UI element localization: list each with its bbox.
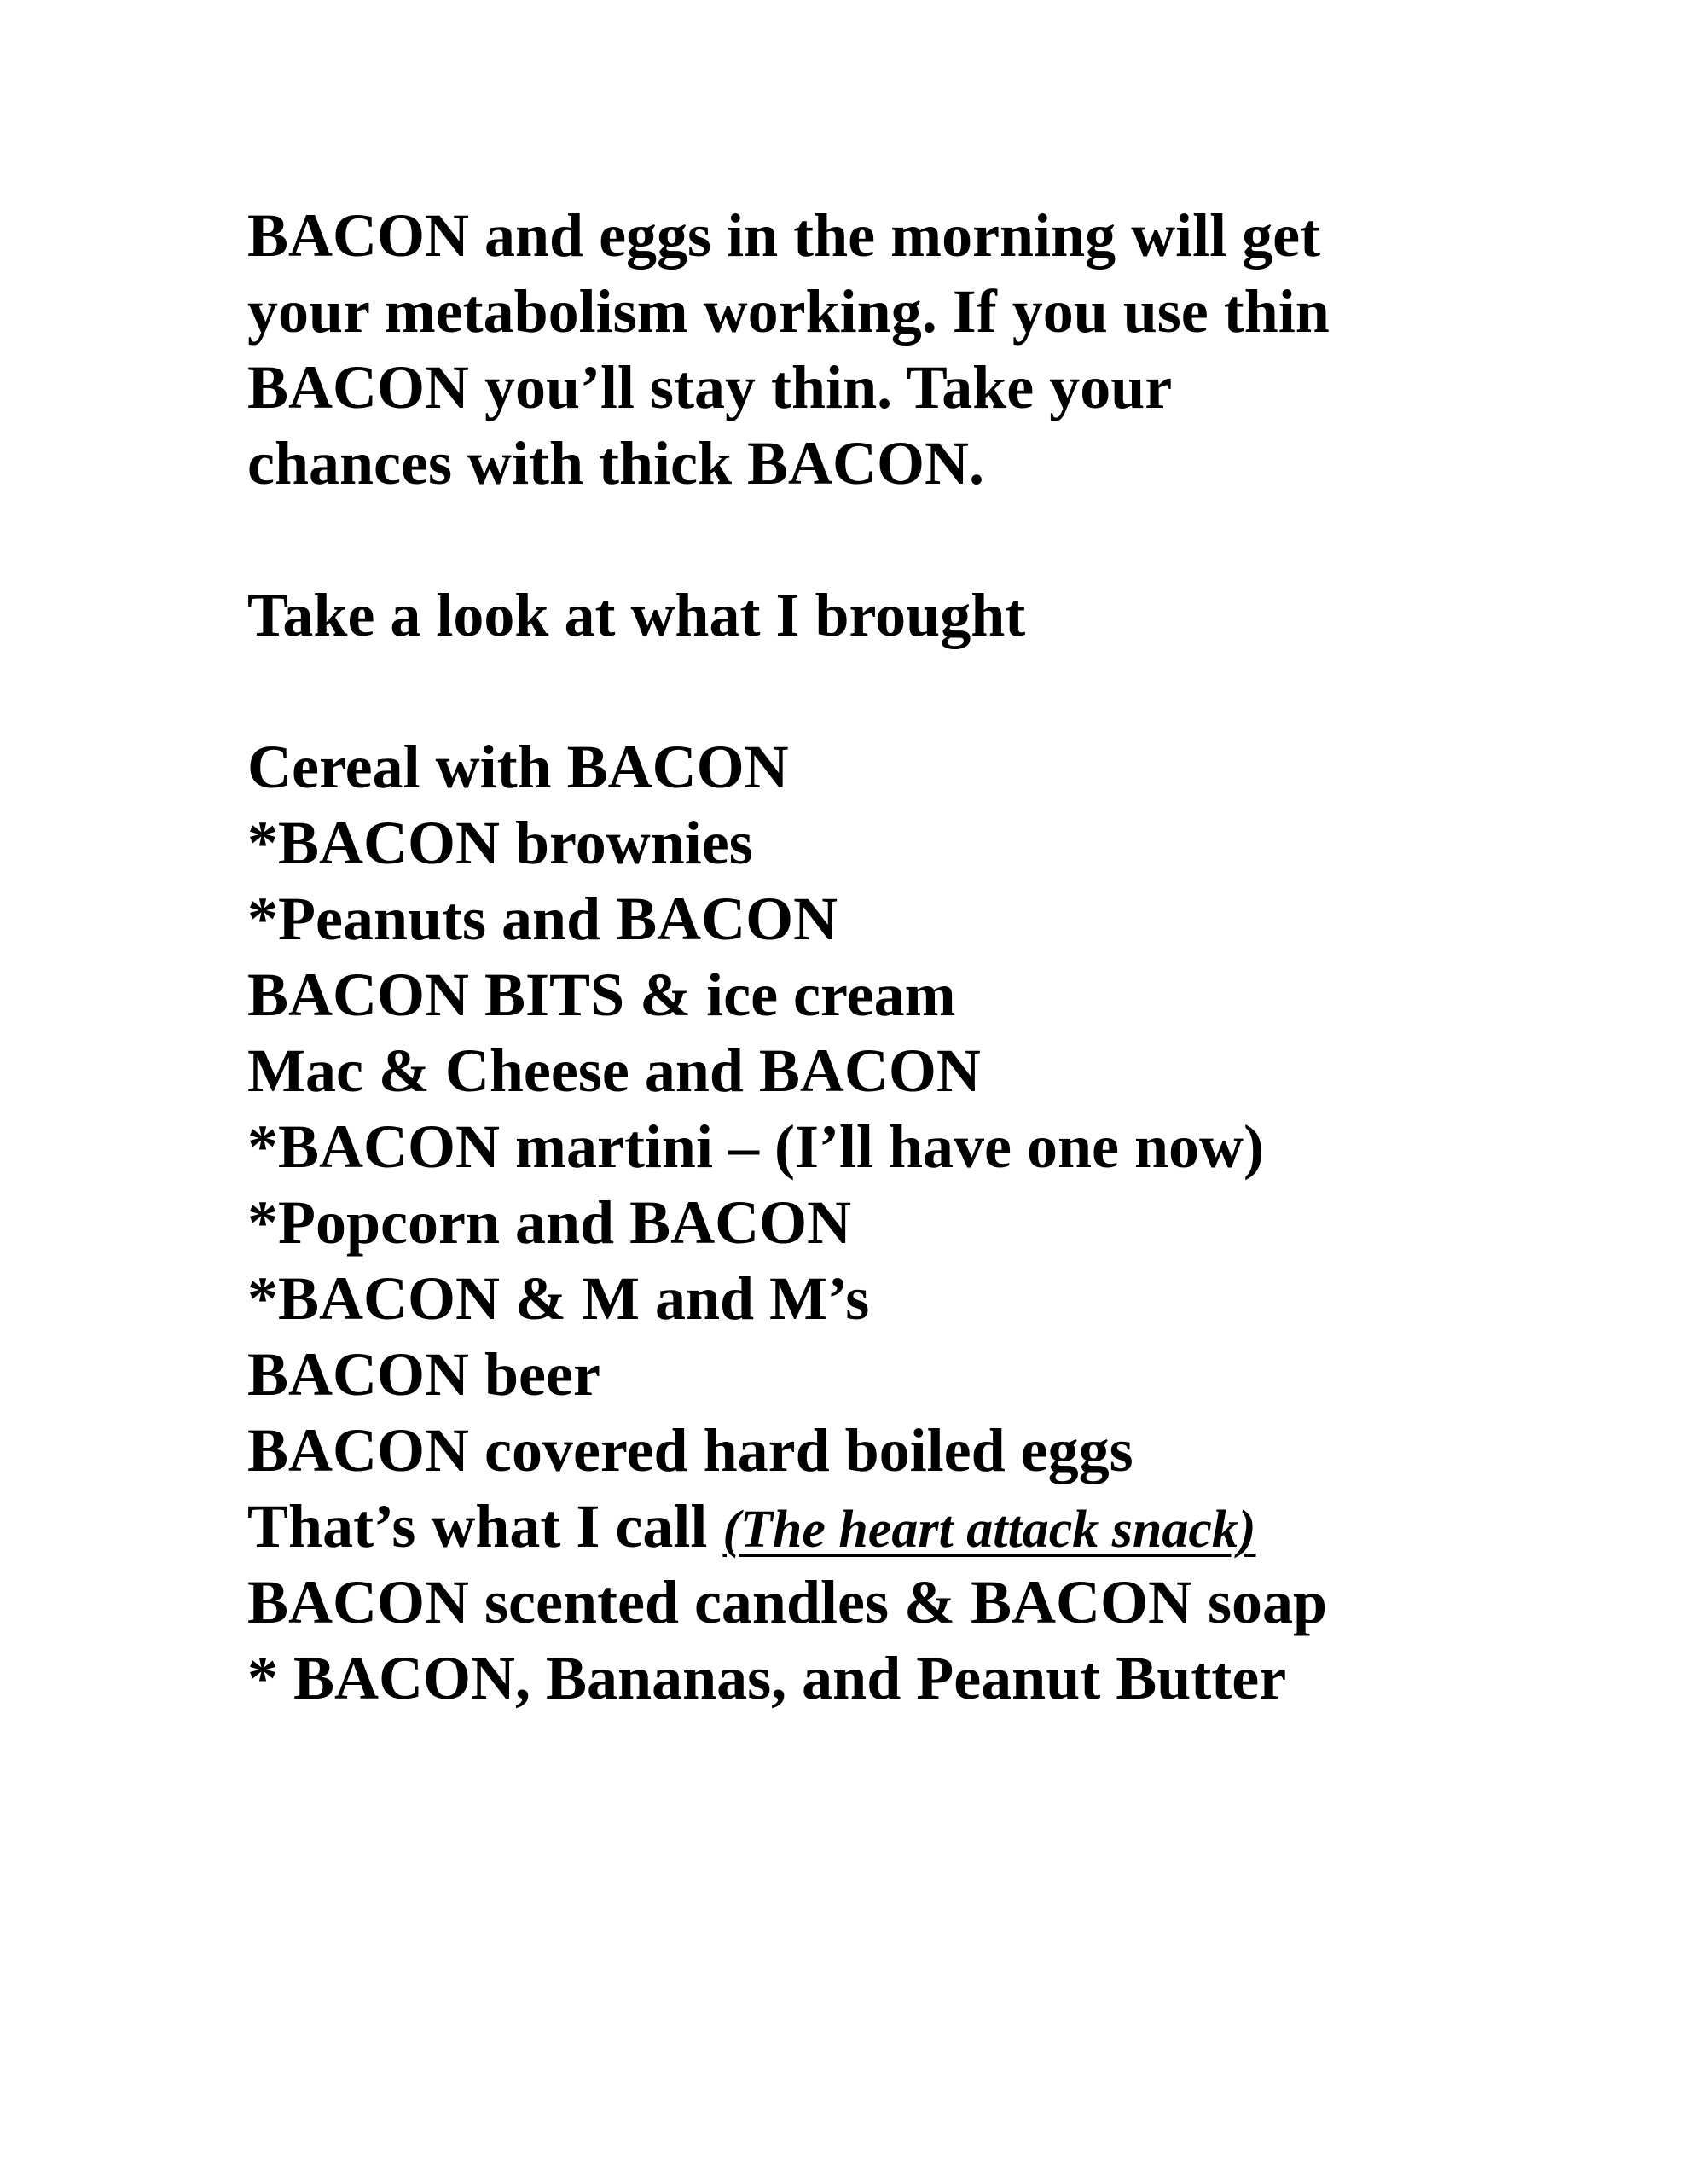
paragraph-spacer xyxy=(247,502,1527,578)
intro-line: BACON you’ll stay thin. Take your xyxy=(247,353,1173,421)
list-item: Mac & Cheese and BACON xyxy=(247,1037,981,1105)
list-heading: Take a look at what I brought xyxy=(247,581,1026,649)
snack-note: (The heart attack snack) xyxy=(722,1501,1256,1559)
snack-line-prefix: That’s what I call xyxy=(247,1492,723,1560)
list-item: Cereal with BACON xyxy=(247,733,789,801)
intro-line: your metabolism working. If you use thin xyxy=(247,277,1330,346)
list-item: BACON scented candles & BACON soap xyxy=(247,1568,1328,1636)
snack-line xyxy=(247,1489,1527,1565)
list-item: *Popcorn and BACON xyxy=(247,1188,852,1257)
list-item: *BACON brownies xyxy=(247,809,753,877)
intro-line: BACON and eggs in the morning will get xyxy=(247,201,1321,270)
list-item: * BACON, Bananas, and Peanut Butter xyxy=(247,1644,1287,1712)
intro-paragraph xyxy=(247,198,1527,502)
paragraph-spacer xyxy=(247,653,1527,729)
list-item: *Peanuts and BACON xyxy=(247,885,838,953)
list-item: BACON beer xyxy=(247,1340,600,1409)
list-item: *BACON & M and M’s xyxy=(247,1264,870,1333)
list-item: BACON covered hard boiled eggs xyxy=(247,1416,1133,1484)
intro-line: chances with thick BACON. xyxy=(247,429,985,497)
list-item: *BACON martini – (I’ll have one now) xyxy=(247,1112,1264,1181)
bacon-list xyxy=(247,729,1527,1716)
document-body xyxy=(247,198,1527,1716)
list-item: BACON BITS & ice cream xyxy=(247,961,956,1029)
